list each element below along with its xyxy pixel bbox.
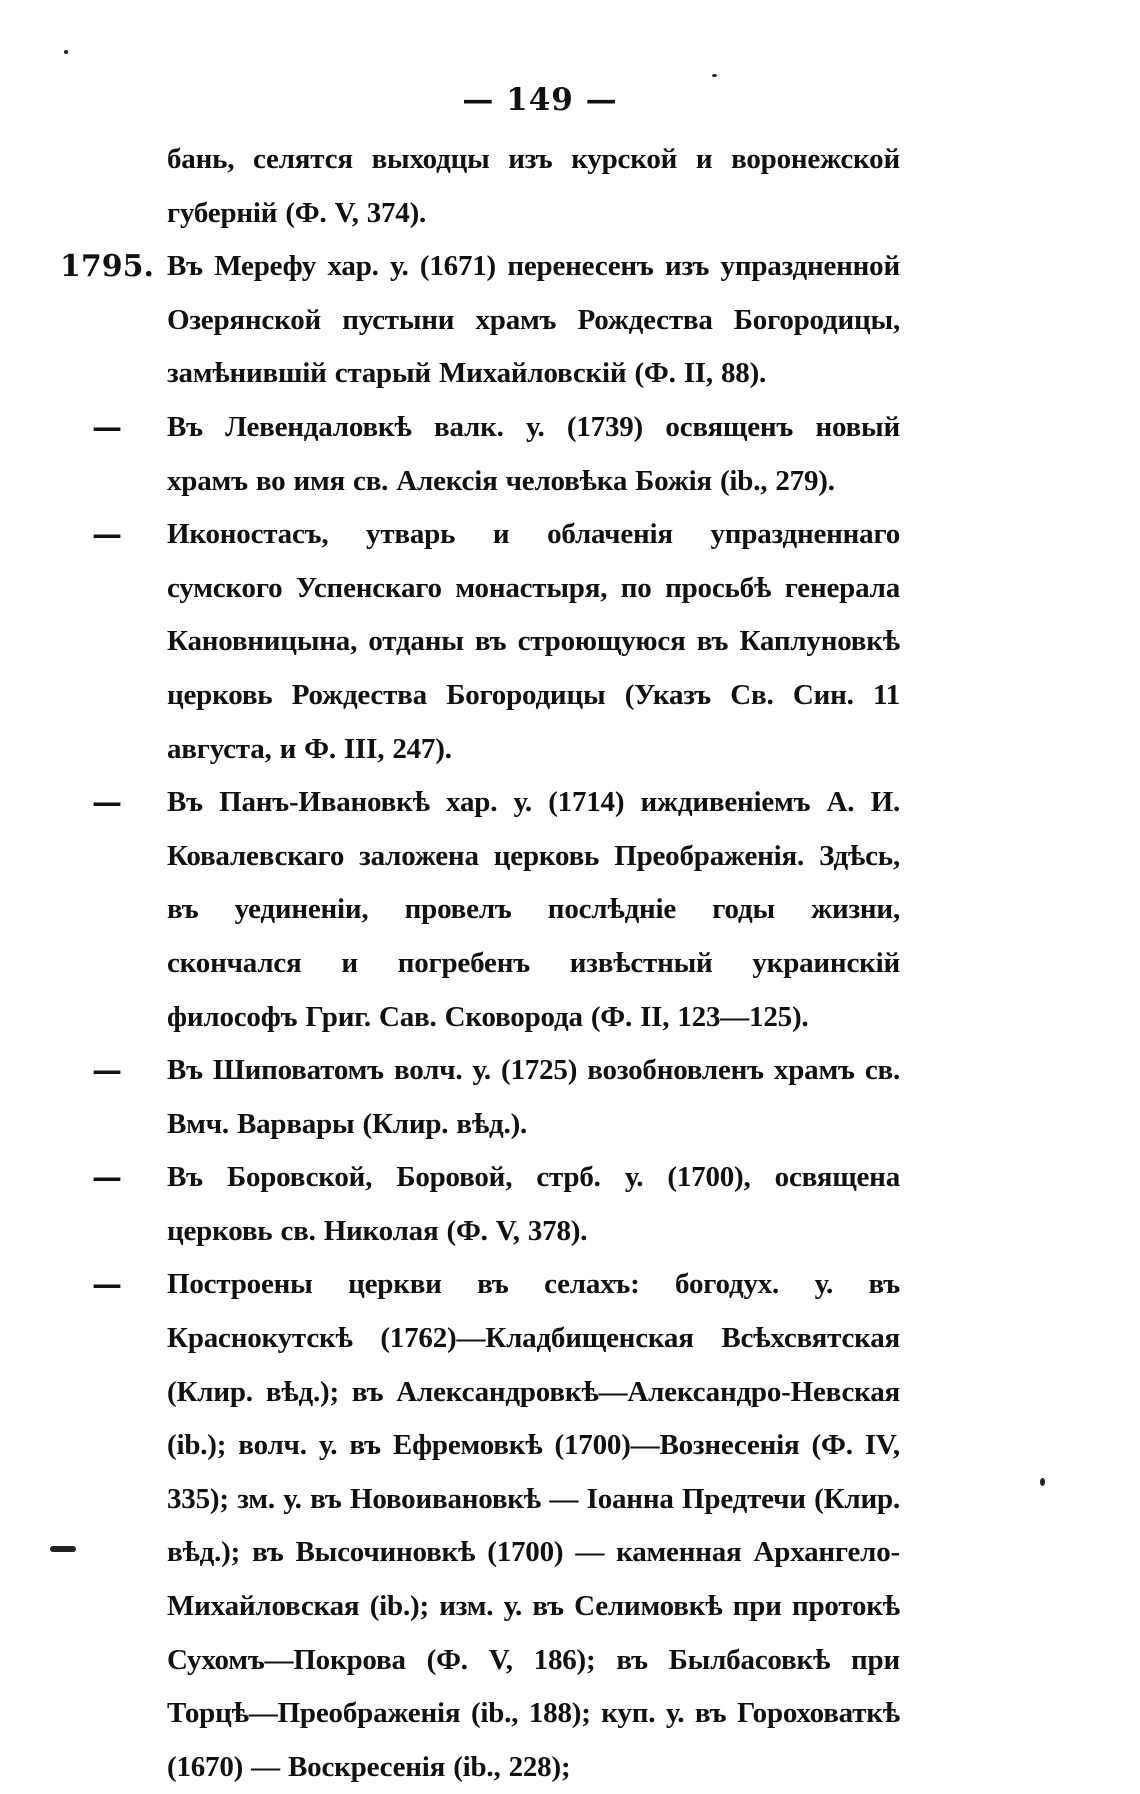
chronicle-entry xyxy=(60,401,900,508)
chronicle-entry xyxy=(60,776,900,1044)
scan-speck xyxy=(1040,1478,1045,1486)
scan-speck xyxy=(64,50,68,54)
scan-speck xyxy=(712,74,717,77)
chronicle-text xyxy=(60,133,900,1794)
entry-text: Въ Мерефу хар. у. (1671) перенесенъ изъ упраздненной Озерянской пустыни храмъ Рождества Богородицы, замѣнившій старый Михайловскій (Ф. II, 88). xyxy=(167,250,900,390)
entry-text: Въ Панъ-Ивановкѣ хар. у. (1714) иждивеніемъ А. И. Ковалевскаго заложена церковь Преображенія. Здѣсь, въ уединеніи, провелъ послѣдніе годы жизни, скончался и погребенъ извѣстный украинскій философъ Григ. Сав. Сковорода (Ф. II, 123—125). xyxy=(167,786,900,1033)
entry-text: Иконостасъ, утварь и облаченія упраздненнаго сумского Успенскаго монастыря, по просьбѣ генерала Кановницына, отданы въ строющуюся въ Каплуновкѣ церковь Рождества Богородицы (Указъ Св. Син. 11 августа, и Ф. III, 247). xyxy=(167,518,900,765)
chronicle-entry xyxy=(60,1151,900,1258)
chronicle-entry xyxy=(60,240,900,401)
entry-dash: — xyxy=(92,517,122,553)
scan-speck xyxy=(50,1546,76,1552)
chronicle-entry xyxy=(60,133,900,240)
chronicle-entry xyxy=(60,508,900,776)
page-number: — 149 — xyxy=(462,82,618,118)
entry-text: Въ Левендаловкѣ валк. у. (1739) освященъ новый храмъ во имя св. Алексія человѣка Божія (ib., 279). xyxy=(167,410,900,497)
entry-year: 1795. xyxy=(60,249,154,285)
chronicle-entry xyxy=(60,1044,900,1151)
entry-dash: — xyxy=(92,1267,122,1303)
entry-text: бань, селятся выходцы изъ курской и воронежской губерній (Ф. V, 374). xyxy=(167,143,900,229)
entry-dash: — xyxy=(92,1053,122,1089)
chronicle-entry xyxy=(60,1258,900,1794)
entry-dash: — xyxy=(92,409,122,445)
entry-text: Въ Шиповатомъ волч. у. (1725) возобновленъ храмъ св. Вмч. Варвары (Клир. вѣд.). xyxy=(167,1054,900,1140)
entry-dash: — xyxy=(92,785,122,821)
entry-text: Въ Боровской, Боровой, стрб. у. (1700), освящена церковь св. Николая (Ф. V, 378). xyxy=(167,1161,900,1247)
entry-text: Построены церкви въ селахъ: богодух. у. въ Краснокутскѣ (1762)—Кладбищенская Всѣхсвятская (Клир. вѣд.); въ Александровкѣ—Александро-Невская (ib.); волч. у. въ Ефремовкѣ (1700)—Вознесенія (Ф. IV, 335); зм. у. въ Новоивановкѣ — Іоанна Предтечи (Клир. вѣд.); въ Высочиновкѣ (1700) — каменная Архангело-Михайловская (ib.); изм. у. въ Селимовкѣ при протокѣ Сухомъ—Покрова (Ф. V, 186); въ Былбасовкѣ при Торцѣ—Преображенія (ib., 188); куп. у. въ Гороховаткѣ (1670) — Воскресенія (ib., 228); xyxy=(167,1268,900,1783)
entry-dash: — xyxy=(92,1160,122,1196)
